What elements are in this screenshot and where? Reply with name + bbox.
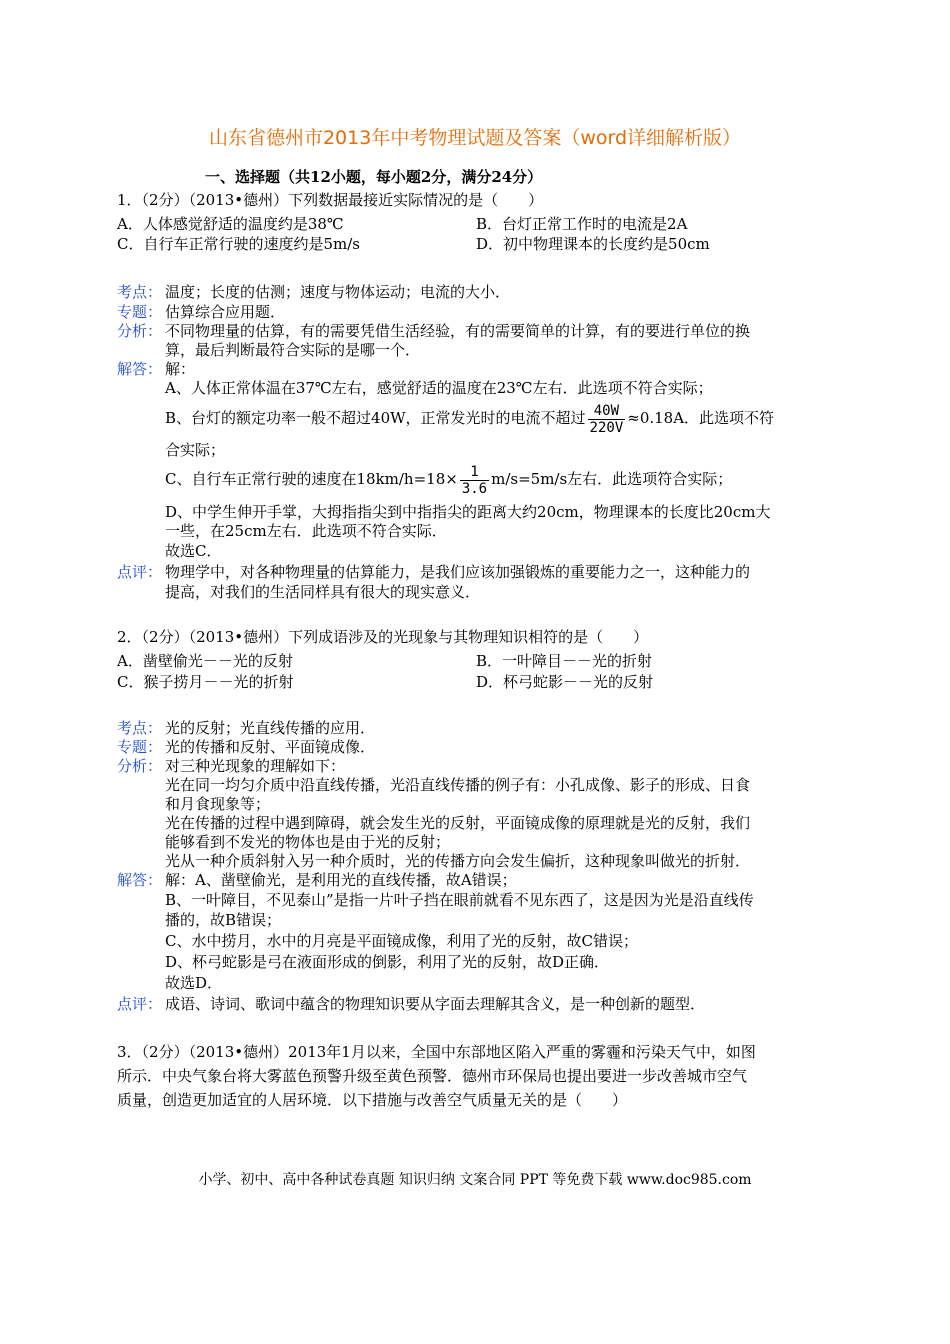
q1-fenxi-line1: 不同物理量的估算，有的需要凭借生活经验，有的需要简单的计算，有的要进行单位的换	[165, 322, 751, 340]
q1-solution-c-text: C、自行车正常行驶的速度在18km/h=18×	[165, 470, 458, 488]
q2-jieda-label: 解答：	[117, 871, 163, 889]
fraction-denominator: 220V	[589, 419, 624, 436]
q2-fenxi-line6: 光从一种介质斜射入另一种介质时，光的传播方向会发生偏折，这种现象叫做光的折射．	[165, 852, 751, 870]
fraction-denominator: 3.6	[461, 480, 488, 497]
q1-fenxi-label: 分析：	[117, 322, 163, 340]
q1-solution-a: A、人体正常体温在37℃左右，感觉舒适的温度在23℃左右．此选项不符合实际；	[165, 379, 713, 397]
q2-dianping-label: 点评：	[117, 995, 163, 1013]
q2-fenxi-label: 分析：	[117, 757, 163, 775]
q2-fenxi-line5: 能够看到不发光的物体也是由于光的反射；	[165, 833, 451, 851]
q2-option-d: D．杯弓蛇影－－光的反射	[476, 673, 654, 691]
q1-zhuanti: 估算综合应用题．	[165, 303, 286, 321]
q2-answer: 故选D．	[165, 974, 223, 992]
q1-kaodian: 温度；长度的估测；速度与物体运动；电流的大小．	[165, 283, 511, 301]
section-heading: 一、选择题（共12小题，每小题2分，满分24分）	[205, 168, 543, 186]
q2-zhuanti: 光的传播和反射、平面镜成像．	[165, 738, 376, 756]
q1-solution-b-result: ≈0.18A．此选项不符	[627, 409, 775, 427]
q1-solution-b-line2: 合实际；	[165, 441, 226, 459]
q2-solution-line2: B、一叶障目，不见泰山”是指一片叶子挡在眼前就看不见东西了，这是因为光是沿直线传	[165, 891, 754, 909]
q1-option-d: D．初中物理课本的长度约是50cm	[476, 235, 710, 253]
q1-kaodian-label: 考点：	[117, 283, 163, 301]
q1-dianping-label: 点评：	[117, 563, 163, 581]
page-footer: 小学、初中、高中各种试卷真题 知识归纳 文案合同 PPT 等免费下载 www.doc985.com	[198, 1172, 752, 1188]
q1-dianping-line1: 物理学中，对各种物理量的估算能力，是我们应该加强锻炼的重要能力之一，这种能力的	[165, 563, 751, 581]
q1-option-a: A．人体感觉舒适的温度约是38℃	[117, 215, 344, 233]
speed-fraction	[460, 464, 489, 497]
q1-solution-d-line2: 一些，在25cm左右．此选项不符合实际．	[165, 522, 447, 540]
q1-solution-c-result: m/s=5m/s左右．此选项符合实际；	[491, 470, 733, 488]
q1-zhuanti-label: 专题：	[117, 303, 163, 321]
q2-kaodian-label: 考点：	[117, 719, 163, 737]
q2-solution-line4: C、水中捞月，水中的月亮是平面镜成像，利用了光的反射，故C错误；	[165, 932, 638, 950]
q2-dianping-line1: 成语、诗词、歌词中蕴含的物理知识要从字面去理解其含义，是一种创新的题型．	[165, 995, 706, 1013]
q2-kaodian: 光的反射；光直线传播的应用．	[165, 719, 376, 737]
q1-solution-b-text: B、台灯的额定功率一般不超过40W，正常发光时的电流不超过	[165, 409, 586, 427]
q1-jie: 解：	[165, 360, 196, 378]
fraction-numerator: 40W	[588, 403, 626, 420]
q3-line1: 3．（2分）（2013•德州）2013年1月以来，全国中东部地区陷入严重的雾霾和污染天气中，如图	[117, 1043, 756, 1061]
q1-dianping-line2: 提高，对我们的生活同样具有很大的现实意义．	[165, 583, 481, 601]
q2-solution-line1: 解：A、凿壁偷光，是利用光的直线传播，故A错误；	[165, 871, 517, 889]
q2-option-a: A．凿壁偷光－－光的反射	[117, 652, 293, 670]
q1-answer: 故选C．	[165, 542, 222, 560]
q2-fenxi-line2: 光在同一均匀介质中沿直线传播，光沿直线传播的例子有：小孔成像、影子的形成、日食	[165, 776, 751, 794]
fraction-numerator: 1	[460, 464, 489, 481]
q2-solution-line5: D、杯弓蛇影是弓在液面形成的倒影，利用了光的反射，故D正确．	[165, 953, 610, 971]
q2-solution-line3: 播的，故B错误；	[165, 911, 282, 929]
q2-fenxi-line3: 和月食现象等；	[165, 795, 271, 813]
q3-line3: 质量，创造更加适宜的人居环境．以下措施与改善空气质量无关的是（ ）	[117, 1091, 628, 1109]
current-fraction	[588, 403, 626, 436]
q1-solution-c	[165, 461, 732, 497]
q2-fenxi-line1: 对三种光现象的理解如下：	[165, 757, 346, 775]
q1-stem: 1．（2分）（2013•德州）下列数据最接近实际情况的是（ ）	[117, 191, 544, 209]
q1-solution-b	[165, 400, 774, 436]
q3-line2: 所示．中央气象台将大雾蓝色预警升级至黄色预警．德州市环保局也提出要进一步改善城市空气	[117, 1067, 748, 1085]
q1-option-b: B．台灯正常工作时的电流是2A	[476, 215, 688, 233]
q1-option-c: C．自行车正常行驶的速度约是5m/s	[117, 235, 360, 253]
q2-option-b: B．一叶障目－－光的折射	[476, 652, 653, 670]
q2-zhuanti-label: 专题：	[117, 738, 163, 756]
q2-stem: 2．（2分）（2013•德州）下列成语涉及的光现象与其物理知识相符的是（ ）	[117, 628, 649, 646]
page-title: 山东省德州市2013年中考物理试题及答案（word详细解析版）	[208, 127, 742, 149]
q2-option-c: C．猴子捞月－－光的折射	[117, 673, 294, 691]
q1-solution-d-line1: D、中学生伸开手掌，大拇指指尖到中指指尖的距离大约20cm，物理课本的长度比20cm大	[165, 503, 771, 521]
q1-fenxi-line2: 算，最后判断最符合实际的是哪一个．	[165, 341, 421, 359]
q1-jieda-label: 解答：	[117, 360, 163, 378]
q2-fenxi-line4: 光在传播的过程中遇到障碍，就会发生光的反射，平面镜成像的原理就是光的反射，我们	[165, 814, 751, 832]
